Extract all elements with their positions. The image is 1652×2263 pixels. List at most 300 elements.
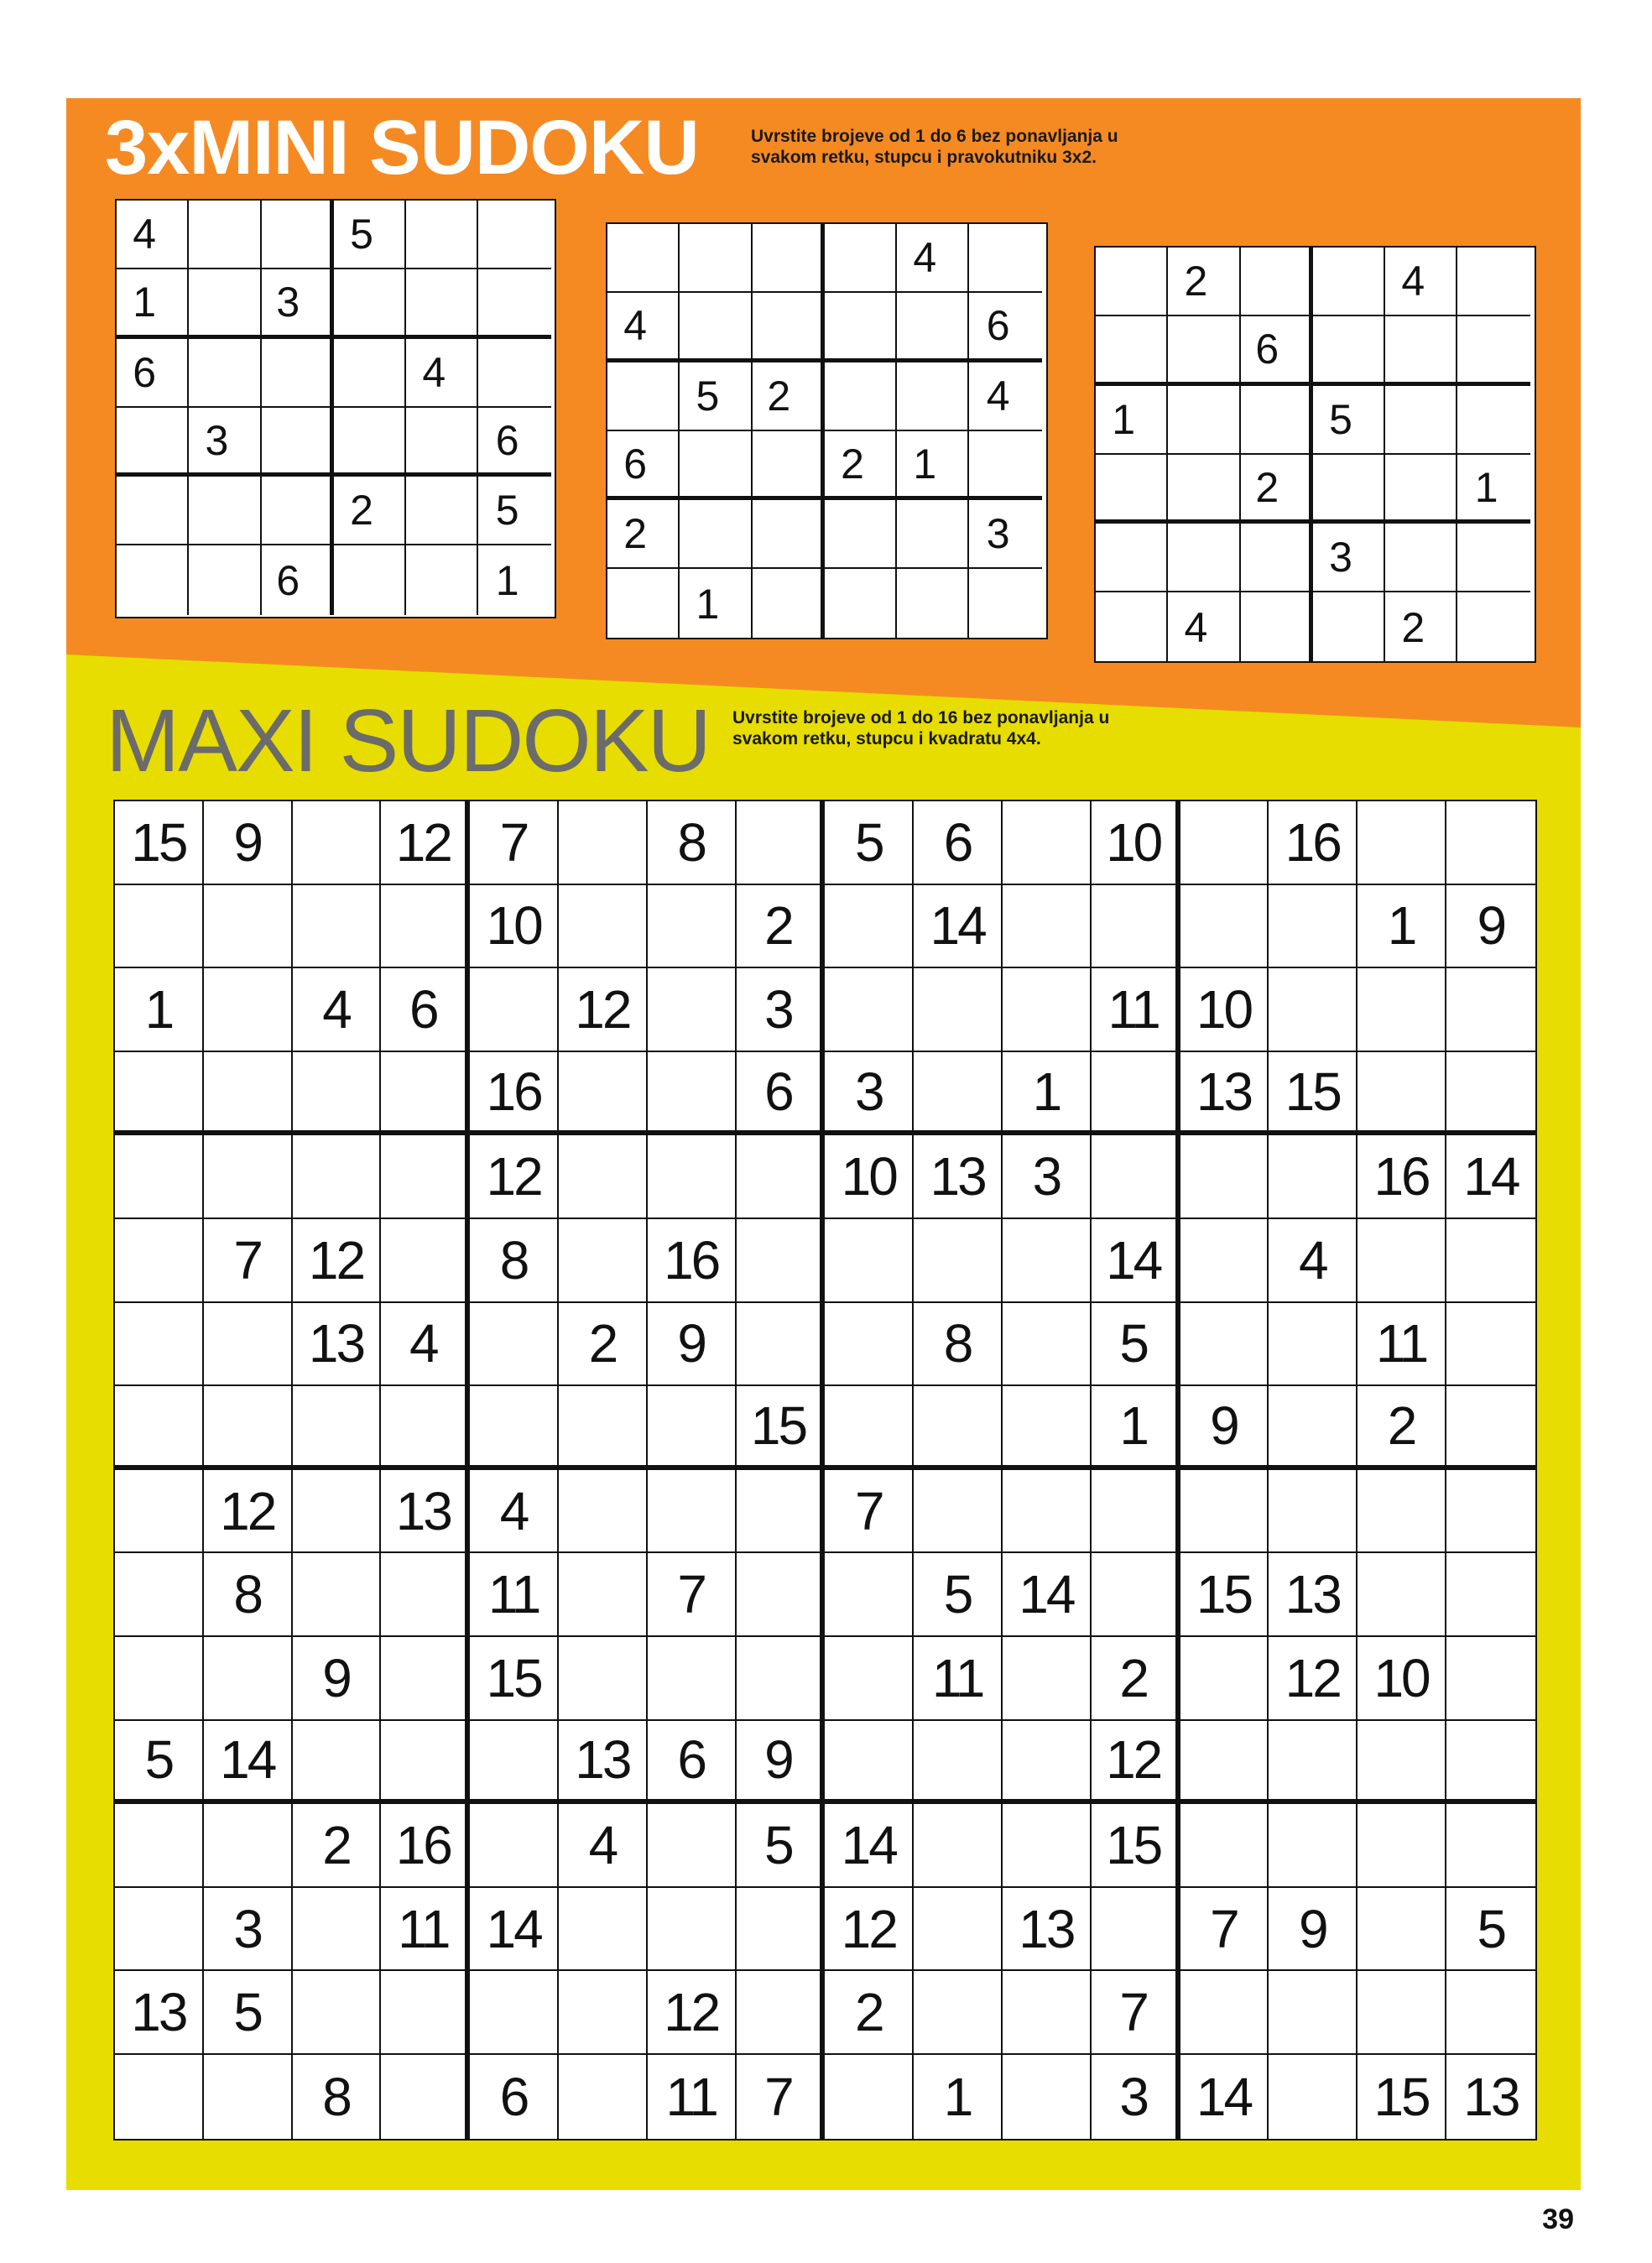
maxi-sudoku-cell[interactable] bbox=[381, 1219, 470, 1303]
mini-sudoku-cell[interactable] bbox=[406, 201, 478, 269]
maxi-sudoku-cell: 7 bbox=[204, 1219, 293, 1303]
mini-sudoku-cell[interactable] bbox=[680, 293, 752, 362]
maxi-sudoku-cell[interactable] bbox=[381, 1721, 470, 1805]
mini-sudoku-cell[interactable] bbox=[406, 545, 478, 614]
mini-sudoku-cell: 1 bbox=[680, 569, 752, 638]
maxi-sudoku-cell[interactable] bbox=[737, 1135, 826, 1219]
maxi-sudoku-cell[interactable] bbox=[381, 885, 470, 969]
mini-sudoku-cell[interactable] bbox=[825, 224, 897, 293]
maxi-sudoku-cell: 2 bbox=[825, 1971, 914, 2055]
maxi-sudoku-cell[interactable] bbox=[293, 1052, 382, 1136]
maxi-sudoku-cell[interactable] bbox=[1003, 1721, 1092, 1805]
maxi-sudoku-cell[interactable] bbox=[293, 1470, 382, 1554]
mini-sudoku-cell: 2 bbox=[607, 500, 680, 569]
mini-sudoku-cell[interactable] bbox=[825, 569, 897, 638]
maxi-sudoku-cell[interactable] bbox=[1358, 1470, 1446, 1554]
mini-sudoku-cell[interactable] bbox=[1096, 316, 1168, 385]
maxi-sudoku-cell: 7 bbox=[1180, 1888, 1269, 1972]
maxi-sudoku-cell[interactable] bbox=[737, 1303, 826, 1387]
mini-sudoku-cell[interactable] bbox=[189, 477, 261, 545]
maxi-sudoku-cell[interactable] bbox=[1180, 1470, 1269, 1554]
maxi-sudoku-cell[interactable] bbox=[115, 1052, 204, 1136]
maxi-sudoku-cell[interactable] bbox=[914, 1219, 1003, 1303]
maxi-sudoku-cell[interactable] bbox=[1180, 1804, 1269, 1888]
maxi-sudoku-cell[interactable] bbox=[1446, 1219, 1535, 1303]
maxi-sudoku-cell[interactable] bbox=[737, 1971, 826, 2055]
mini-sudoku-cell[interactable] bbox=[607, 224, 680, 293]
mini-sudoku-cell[interactable] bbox=[1241, 524, 1313, 592]
maxi-sudoku-cell: 2 bbox=[293, 1804, 382, 1888]
maxi-sudoku-cell[interactable] bbox=[1358, 1553, 1446, 1637]
maxi-sudoku-cell[interactable] bbox=[293, 1386, 382, 1470]
maxi-sudoku-cell[interactable] bbox=[1092, 1553, 1180, 1637]
maxi-sudoku-cell[interactable] bbox=[914, 968, 1003, 1052]
mini-sudoku-cell[interactable] bbox=[478, 339, 550, 408]
maxi-sudoku-cell[interactable] bbox=[1269, 1470, 1358, 1554]
maxi-sudoku-cell[interactable] bbox=[648, 1052, 737, 1136]
mini-sudoku-cell[interactable] bbox=[262, 477, 334, 545]
maxi-sudoku-cell: 9 bbox=[1446, 885, 1535, 969]
maxi-sudoku-cell[interactable] bbox=[204, 885, 293, 969]
maxi-sudoku-cell[interactable] bbox=[559, 2055, 648, 2139]
maxi-sudoku-cell[interactable] bbox=[825, 1219, 914, 1303]
mini-sudoku-cell[interactable] bbox=[1385, 524, 1457, 592]
mini-sudoku-cell[interactable] bbox=[1457, 248, 1530, 316]
maxi-sudoku-cell: 14 bbox=[1003, 1553, 1092, 1637]
maxi-sudoku-cell[interactable] bbox=[825, 2055, 914, 2139]
maxi-sudoku-cell: 5 bbox=[914, 1553, 1003, 1637]
mini-sudoku-cell[interactable] bbox=[262, 201, 334, 269]
mini-sudoku-cell[interactable] bbox=[189, 201, 261, 269]
mini-sudoku-cell[interactable] bbox=[1168, 316, 1240, 385]
maxi-sudoku-cell[interactable] bbox=[1269, 1804, 1358, 1888]
maxi-sudoku-cell: 12 bbox=[204, 1470, 293, 1554]
mini-sudoku-grid-1 bbox=[115, 199, 556, 618]
mini-sudoku-cell[interactable] bbox=[406, 269, 478, 338]
mini-sudoku-cell[interactable] bbox=[897, 293, 969, 362]
maxi-sudoku-cell: 15 bbox=[1358, 2055, 1446, 2139]
maxi-sudoku-cell[interactable] bbox=[293, 1888, 382, 1972]
mini-sudoku-cell[interactable] bbox=[1168, 524, 1240, 592]
maxi-sudoku-cell[interactable] bbox=[1003, 1971, 1092, 2055]
maxi-sudoku-cell[interactable] bbox=[115, 1219, 204, 1303]
maxi-sudoku-cell[interactable] bbox=[1180, 1219, 1269, 1303]
maxi-sudoku-cell: 16 bbox=[1269, 801, 1358, 885]
mini-sudoku-cell: 2 bbox=[1241, 455, 1313, 524]
mini-sudoku-cell[interactable] bbox=[334, 545, 406, 614]
mini-sudoku-cell[interactable] bbox=[1096, 455, 1168, 524]
maxi-sudoku-cell[interactable] bbox=[381, 2055, 470, 2139]
maxi-sudoku-cell[interactable] bbox=[1269, 2055, 1358, 2139]
maxi-sudoku-cell[interactable] bbox=[470, 968, 559, 1052]
maxi-sudoku-cell[interactable] bbox=[1003, 1303, 1092, 1387]
maxi-sudoku-cell[interactable] bbox=[1358, 1804, 1446, 1888]
mini-sudoku-cell[interactable] bbox=[1096, 592, 1168, 661]
maxi-sudoku-cell[interactable] bbox=[1092, 1470, 1180, 1554]
maxi-sudoku-cell: 1 bbox=[914, 2055, 1003, 2139]
maxi-sudoku-cell: 4 bbox=[559, 1804, 648, 1888]
maxi-sudoku-cell[interactable] bbox=[381, 1553, 470, 1637]
maxi-sudoku-cell: 2 bbox=[559, 1303, 648, 1387]
mini-sudoku-cell[interactable] bbox=[607, 362, 680, 431]
mini-sudoku-cell[interactable] bbox=[1313, 592, 1385, 661]
maxi-sudoku-cell[interactable] bbox=[204, 2055, 293, 2139]
mini-sudoku-cell: 3 bbox=[262, 269, 334, 338]
maxi-sudoku-cell: 1 bbox=[1092, 1386, 1180, 1470]
mini-sudoku-cell[interactable] bbox=[1096, 524, 1168, 592]
maxi-sudoku-cell: 14 bbox=[1180, 2055, 1269, 2139]
maxi-sudoku-cell[interactable] bbox=[1180, 885, 1269, 969]
maxi-sudoku-cell[interactable] bbox=[1003, 1637, 1092, 1721]
mini-sudoku-cell[interactable] bbox=[969, 431, 1041, 500]
maxi-sudoku-cell: 7 bbox=[648, 1553, 737, 1637]
maxi-sudoku-cell: 6 bbox=[381, 968, 470, 1052]
maxi-sudoku-cell: 9 bbox=[204, 801, 293, 885]
maxi-sudoku-cell[interactable] bbox=[204, 1303, 293, 1387]
maxi-sudoku-cell: 14 bbox=[914, 885, 1003, 969]
mini-sudoku-cell[interactable] bbox=[897, 569, 969, 638]
maxi-sudoku-cell[interactable] bbox=[1358, 1219, 1446, 1303]
maxi-sudoku-instructions: Uvrstite brojeve od 1 do 16 bez ponavljanja u svakom retku, stupcu i kvadratu 4x4. bbox=[732, 708, 1110, 749]
mini-sudoku-cell[interactable] bbox=[1457, 386, 1530, 455]
maxi-sudoku-cell[interactable] bbox=[1446, 968, 1535, 1052]
mini-sudoku-cell[interactable] bbox=[478, 201, 550, 269]
mini-sudoku-cell[interactable] bbox=[680, 224, 752, 293]
mini-sudoku-cell[interactable] bbox=[753, 500, 825, 569]
mini-sudoku-cell: 6 bbox=[262, 545, 334, 614]
mini-sudoku-cell[interactable] bbox=[1168, 386, 1240, 455]
maxi-sudoku-cell[interactable] bbox=[204, 1386, 293, 1470]
maxi-sudoku-cell[interactable] bbox=[204, 1052, 293, 1136]
mini-sudoku-cell[interactable] bbox=[334, 269, 406, 338]
maxi-sudoku-cell: 13 bbox=[115, 1971, 204, 2055]
mini-sudoku-cell[interactable] bbox=[1457, 592, 1530, 661]
maxi-sudoku-cell[interactable] bbox=[737, 1888, 826, 1972]
maxi-sudoku-cell: 10 bbox=[470, 885, 559, 969]
maxi-sudoku-cell[interactable] bbox=[115, 1637, 204, 1721]
maxi-sudoku-cell[interactable] bbox=[559, 1386, 648, 1470]
mini-sudoku-cell[interactable] bbox=[680, 431, 752, 500]
mini-sudoku-cell: 2 bbox=[753, 362, 825, 431]
maxi-sudoku-cell[interactable] bbox=[381, 1135, 470, 1219]
maxi-sudoku-cell[interactable] bbox=[648, 1637, 737, 1721]
maxi-sudoku-cell[interactable] bbox=[1003, 1470, 1092, 1554]
mini-sudoku-cell[interactable] bbox=[262, 339, 334, 408]
maxi-sudoku-cell[interactable] bbox=[559, 1135, 648, 1219]
maxi-sudoku-cell: 12 bbox=[1269, 1637, 1358, 1721]
maxi-sudoku-cell[interactable] bbox=[737, 801, 826, 885]
mini-sudoku-cell[interactable] bbox=[406, 477, 478, 545]
maxi-sudoku-cell: 11 bbox=[470, 1553, 559, 1637]
maxi-sudoku-cell[interactable] bbox=[648, 1470, 737, 1554]
maxi-sudoku-cell: 11 bbox=[914, 1637, 1003, 1721]
mini-sudoku-cell[interactable] bbox=[897, 362, 969, 431]
maxi-sudoku-cell[interactable] bbox=[1446, 1971, 1535, 2055]
mini-sudoku-cell[interactable] bbox=[1241, 248, 1313, 316]
maxi-sudoku-cell[interactable] bbox=[825, 1303, 914, 1387]
maxi-sudoku-cell[interactable] bbox=[559, 1052, 648, 1136]
maxi-sudoku-cell[interactable] bbox=[559, 1553, 648, 1637]
maxi-sudoku-cell[interactable] bbox=[293, 1135, 382, 1219]
mini-sudoku-cell: 1 bbox=[897, 431, 969, 500]
maxi-sudoku-cell[interactable] bbox=[1180, 1721, 1269, 1805]
maxi-sudoku-cell[interactable] bbox=[559, 1219, 648, 1303]
maxi-sudoku-cell[interactable] bbox=[1358, 801, 1446, 885]
maxi-sudoku-cell[interactable] bbox=[648, 968, 737, 1052]
maxi-sudoku-cell[interactable] bbox=[293, 801, 382, 885]
maxi-sudoku-cell[interactable] bbox=[115, 1386, 204, 1470]
maxi-sudoku-cell[interactable] bbox=[204, 1135, 293, 1219]
maxi-sudoku-cell[interactable] bbox=[559, 801, 648, 885]
maxi-sudoku-cell[interactable] bbox=[470, 1303, 559, 1387]
maxi-sudoku-cell[interactable] bbox=[1269, 1303, 1358, 1387]
mini-sudoku-cell[interactable] bbox=[1457, 316, 1530, 385]
maxi-sudoku-cell: 14 bbox=[1092, 1219, 1180, 1303]
maxi-sudoku-cell[interactable] bbox=[648, 1888, 737, 1972]
maxi-sudoku-cell[interactable] bbox=[737, 1553, 826, 1637]
maxi-sudoku-cell: 3 bbox=[737, 968, 826, 1052]
maxi-sudoku-cell: 15 bbox=[1269, 1052, 1358, 1136]
maxi-sudoku-cell[interactable] bbox=[1358, 1721, 1446, 1805]
maxi-sudoku-cell[interactable] bbox=[914, 1804, 1003, 1888]
maxi-sudoku-cell[interactable] bbox=[648, 1386, 737, 1470]
maxi-sudoku-cell[interactable] bbox=[1092, 1888, 1180, 1972]
maxi-sudoku-cell[interactable] bbox=[115, 2055, 204, 2139]
maxi-sudoku-cell: 16 bbox=[381, 1804, 470, 1888]
mini-sudoku-cell[interactable] bbox=[969, 224, 1041, 293]
maxi-sudoku-cell[interactable] bbox=[914, 1470, 1003, 1554]
maxi-sudoku-cell[interactable] bbox=[1003, 1219, 1092, 1303]
mini-sudoku-cell[interactable] bbox=[1385, 386, 1457, 455]
maxi-sudoku-cell[interactable] bbox=[914, 1721, 1003, 1805]
maxi-sudoku-cell[interactable] bbox=[1003, 885, 1092, 969]
maxi-sudoku-cell[interactable] bbox=[1269, 1971, 1358, 2055]
maxi-sudoku-cell[interactable] bbox=[1269, 1135, 1358, 1219]
maxi-sudoku-cell[interactable] bbox=[293, 1971, 382, 2055]
mini-sudoku-cell[interactable] bbox=[969, 569, 1041, 638]
maxi-sudoku-cell: 16 bbox=[1358, 1135, 1446, 1219]
maxi-sudoku-cell[interactable] bbox=[559, 885, 648, 969]
mini-sudoku-grid-2 bbox=[606, 222, 1048, 639]
maxi-sudoku-cell[interactable] bbox=[1003, 801, 1092, 885]
maxi-sudoku-cell: 1 bbox=[115, 968, 204, 1052]
mini-sudoku-cell[interactable] bbox=[1313, 316, 1385, 385]
maxi-sudoku-cell[interactable] bbox=[1446, 1303, 1535, 1387]
maxi-sudoku-cell[interactable] bbox=[825, 1721, 914, 1805]
mini-sudoku-grid-3 bbox=[1094, 246, 1536, 663]
maxi-sudoku-cell[interactable] bbox=[914, 1052, 1003, 1136]
mini-sudoku-cell[interactable] bbox=[607, 569, 680, 638]
maxi-sudoku-cell[interactable] bbox=[1180, 1971, 1269, 2055]
maxi-sudoku-cell[interactable] bbox=[1446, 1470, 1535, 1554]
mini-sudoku-cell: 6 bbox=[117, 339, 189, 408]
mini-sudoku-cell[interactable] bbox=[1096, 248, 1168, 316]
mini-sudoku-cell[interactable] bbox=[1457, 524, 1530, 592]
maxi-sudoku-cell[interactable] bbox=[115, 885, 204, 969]
mini-sudoku-title: 3xMINI SUDOKU bbox=[105, 105, 699, 190]
maxi-sudoku-cell[interactable] bbox=[470, 1971, 559, 2055]
maxi-sudoku-cell: 7 bbox=[470, 801, 559, 885]
mini-sudoku-cell: 5 bbox=[1313, 386, 1385, 455]
maxi-sudoku-cell[interactable] bbox=[737, 1219, 826, 1303]
maxi-sudoku-cell: 13 bbox=[1003, 1888, 1092, 1972]
mini-sudoku-cell[interactable] bbox=[680, 500, 752, 569]
maxi-sudoku-cell[interactable] bbox=[115, 1553, 204, 1637]
maxi-sudoku-cell[interactable] bbox=[648, 1804, 737, 1888]
maxi-sudoku-cell[interactable] bbox=[470, 1804, 559, 1888]
maxi-sudoku-cell: 14 bbox=[470, 1888, 559, 1972]
maxi-sudoku-cell[interactable] bbox=[115, 1888, 204, 1972]
maxi-sudoku-cell: 12 bbox=[381, 801, 470, 885]
maxi-sudoku-cell[interactable] bbox=[1092, 885, 1180, 969]
mini-sudoku-cell: 2 bbox=[1385, 592, 1457, 661]
maxi-sudoku-cell[interactable] bbox=[1358, 1052, 1446, 1136]
maxi-sudoku-cell[interactable] bbox=[825, 885, 914, 969]
mini-sudoku-cell[interactable] bbox=[1313, 248, 1385, 316]
mini-sudoku-cell[interactable] bbox=[1385, 455, 1457, 524]
maxi-sudoku-cell[interactable] bbox=[1269, 968, 1358, 1052]
maxi-sudoku-cell[interactable] bbox=[559, 1470, 648, 1554]
mini-sudoku-cell: 5 bbox=[334, 201, 406, 269]
mini-sudoku-cell[interactable] bbox=[189, 339, 261, 408]
mini-sudoku-cell[interactable] bbox=[478, 269, 550, 338]
maxi-sudoku-cell: 9 bbox=[737, 1721, 826, 1805]
maxi-sudoku-cell[interactable] bbox=[1003, 1386, 1092, 1470]
maxi-sudoku-cell[interactable] bbox=[1003, 2055, 1092, 2139]
maxi-sudoku-cell[interactable] bbox=[914, 1971, 1003, 2055]
maxi-sudoku-cell[interactable] bbox=[1446, 801, 1535, 885]
maxi-sudoku-cell[interactable] bbox=[115, 1804, 204, 1888]
maxi-sudoku-cell[interactable] bbox=[1446, 1721, 1535, 1805]
maxi-sudoku-cell[interactable] bbox=[1358, 1971, 1446, 2055]
maxi-sudoku-cell[interactable] bbox=[1003, 1804, 1092, 1888]
maxi-sudoku-cell[interactable] bbox=[559, 1971, 648, 2055]
maxi-sudoku-cell: 2 bbox=[737, 885, 826, 969]
maxi-sudoku-cell[interactable] bbox=[1446, 1052, 1535, 1136]
maxi-sudoku-cell[interactable] bbox=[381, 1052, 470, 1136]
mini-sudoku-cell[interactable] bbox=[1313, 455, 1385, 524]
mini-sudoku-cell[interactable] bbox=[117, 477, 189, 545]
maxi-sudoku-cell[interactable] bbox=[1446, 1553, 1535, 1637]
mini-sudoku-cell[interactable] bbox=[406, 408, 478, 477]
maxi-sudoku-cell[interactable] bbox=[381, 1637, 470, 1721]
maxi-sudoku-cell[interactable] bbox=[470, 1721, 559, 1805]
maxi-sudoku-cell: 10 bbox=[1358, 1637, 1446, 1721]
maxi-sudoku-cell: 9 bbox=[293, 1637, 382, 1721]
maxi-sudoku-cell[interactable] bbox=[293, 885, 382, 969]
mini-sudoku-cell: 1 bbox=[1096, 386, 1168, 455]
mini-sudoku-cell: 4 bbox=[1168, 592, 1240, 661]
maxi-sudoku-cell[interactable] bbox=[115, 1303, 204, 1387]
maxi-sudoku-cell[interactable] bbox=[914, 1386, 1003, 1470]
maxi-sudoku-cell[interactable] bbox=[1180, 1303, 1269, 1387]
maxi-sudoku-cell[interactable] bbox=[825, 1637, 914, 1721]
maxi-sudoku-cell[interactable] bbox=[293, 1553, 382, 1637]
mini-sudoku-cell[interactable] bbox=[825, 293, 897, 362]
maxi-sudoku-cell[interactable] bbox=[115, 1135, 204, 1219]
maxi-sudoku-cell: 12 bbox=[648, 1971, 737, 2055]
maxi-sudoku-cell[interactable] bbox=[470, 1386, 559, 1470]
mini-sudoku-cell[interactable] bbox=[897, 500, 969, 569]
maxi-sudoku-cell[interactable] bbox=[1269, 1386, 1358, 1470]
mini-sudoku-cell: 5 bbox=[478, 477, 550, 545]
maxi-sudoku-cell[interactable] bbox=[737, 1470, 826, 1554]
maxi-sudoku-cell[interactable] bbox=[381, 1971, 470, 2055]
maxi-sudoku-grid bbox=[113, 800, 1537, 2140]
mini-sudoku-cell[interactable] bbox=[1241, 592, 1313, 661]
mini-sudoku-cell[interactable] bbox=[334, 408, 406, 477]
mini-sudoku-cell: 1 bbox=[1457, 455, 1530, 524]
maxi-sudoku-cell: 4 bbox=[1269, 1219, 1358, 1303]
maxi-sudoku-cell[interactable] bbox=[1358, 968, 1446, 1052]
mini-sudoku-cell[interactable] bbox=[1168, 455, 1240, 524]
maxi-sudoku-cell[interactable] bbox=[648, 1135, 737, 1219]
maxi-sudoku-cell[interactable] bbox=[1358, 1888, 1446, 1972]
mini-sudoku-cell[interactable] bbox=[117, 545, 189, 614]
maxi-sudoku-cell[interactable] bbox=[1180, 801, 1269, 885]
maxi-sudoku-cell[interactable] bbox=[1269, 885, 1358, 969]
maxi-sudoku-cell: 6 bbox=[648, 1721, 737, 1805]
maxi-sudoku-cell[interactable] bbox=[559, 1888, 648, 1972]
maxi-sudoku-cell[interactable] bbox=[1446, 1386, 1535, 1470]
maxi-sudoku-cell: 13 bbox=[914, 1135, 1003, 1219]
maxi-sudoku-cell[interactable] bbox=[1446, 1804, 1535, 1888]
maxi-sudoku-cell: 13 bbox=[1180, 1052, 1269, 1136]
mini-sudoku-cell[interactable] bbox=[753, 224, 825, 293]
maxi-sudoku-cell[interactable] bbox=[559, 1637, 648, 1721]
maxi-sudoku-cell[interactable] bbox=[1446, 1637, 1535, 1721]
maxi-sudoku-cell: 12 bbox=[559, 968, 648, 1052]
maxi-sudoku-cell[interactable] bbox=[914, 1888, 1003, 1972]
maxi-sudoku-cell: 14 bbox=[825, 1804, 914, 1888]
mini-sudoku-cell[interactable] bbox=[334, 339, 406, 408]
maxi-sudoku-cell[interactable] bbox=[1092, 1135, 1180, 1219]
mini-sudoku-cell[interactable] bbox=[189, 269, 261, 338]
maxi-sudoku-cell: 13 bbox=[381, 1470, 470, 1554]
maxi-sudoku-cell[interactable] bbox=[825, 1553, 914, 1637]
mini-sudoku-cell[interactable] bbox=[753, 431, 825, 500]
maxi-sudoku-cell[interactable] bbox=[204, 1637, 293, 1721]
maxi-sudoku-cell[interactable] bbox=[825, 1386, 914, 1470]
mini-sudoku-cell[interactable] bbox=[1241, 386, 1313, 455]
maxi-sudoku-cell[interactable] bbox=[381, 1386, 470, 1470]
maxi-sudoku-cell[interactable] bbox=[1092, 1052, 1180, 1136]
mini-sudoku-cell[interactable] bbox=[753, 569, 825, 638]
maxi-sudoku-cell[interactable] bbox=[204, 1804, 293, 1888]
mini-sudoku-cell: 2 bbox=[825, 431, 897, 500]
mini-sudoku-cell[interactable] bbox=[825, 362, 897, 431]
maxi-sudoku-cell[interactable] bbox=[1180, 1135, 1269, 1219]
maxi-sudoku-cell[interactable] bbox=[1180, 1637, 1269, 1721]
mini-sudoku-cell[interactable] bbox=[262, 408, 334, 477]
maxi-sudoku-cell[interactable] bbox=[825, 968, 914, 1052]
maxi-sudoku-title: MAXI SUDOKU bbox=[106, 691, 711, 790]
maxi-sudoku-cell[interactable] bbox=[1003, 968, 1092, 1052]
mini-sudoku-cell[interactable] bbox=[1385, 316, 1457, 385]
maxi-sudoku-cell: 16 bbox=[470, 1052, 559, 1136]
mini-sudoku-cell[interactable] bbox=[825, 500, 897, 569]
maxi-sudoku-cell[interactable] bbox=[737, 1637, 826, 1721]
mini-sudoku-cell[interactable] bbox=[753, 293, 825, 362]
maxi-sudoku-cell[interactable] bbox=[648, 885, 737, 969]
mini-sudoku-cell[interactable] bbox=[117, 408, 189, 477]
maxi-sudoku-cell[interactable] bbox=[204, 968, 293, 1052]
maxi-sudoku-cell[interactable] bbox=[1269, 1721, 1358, 1805]
mini-sudoku-cell[interactable] bbox=[189, 545, 261, 614]
maxi-sudoku-cell: 4 bbox=[293, 968, 382, 1052]
maxi-sudoku-cell[interactable] bbox=[293, 1721, 382, 1805]
maxi-sudoku-cell[interactable] bbox=[115, 1470, 204, 1554]
